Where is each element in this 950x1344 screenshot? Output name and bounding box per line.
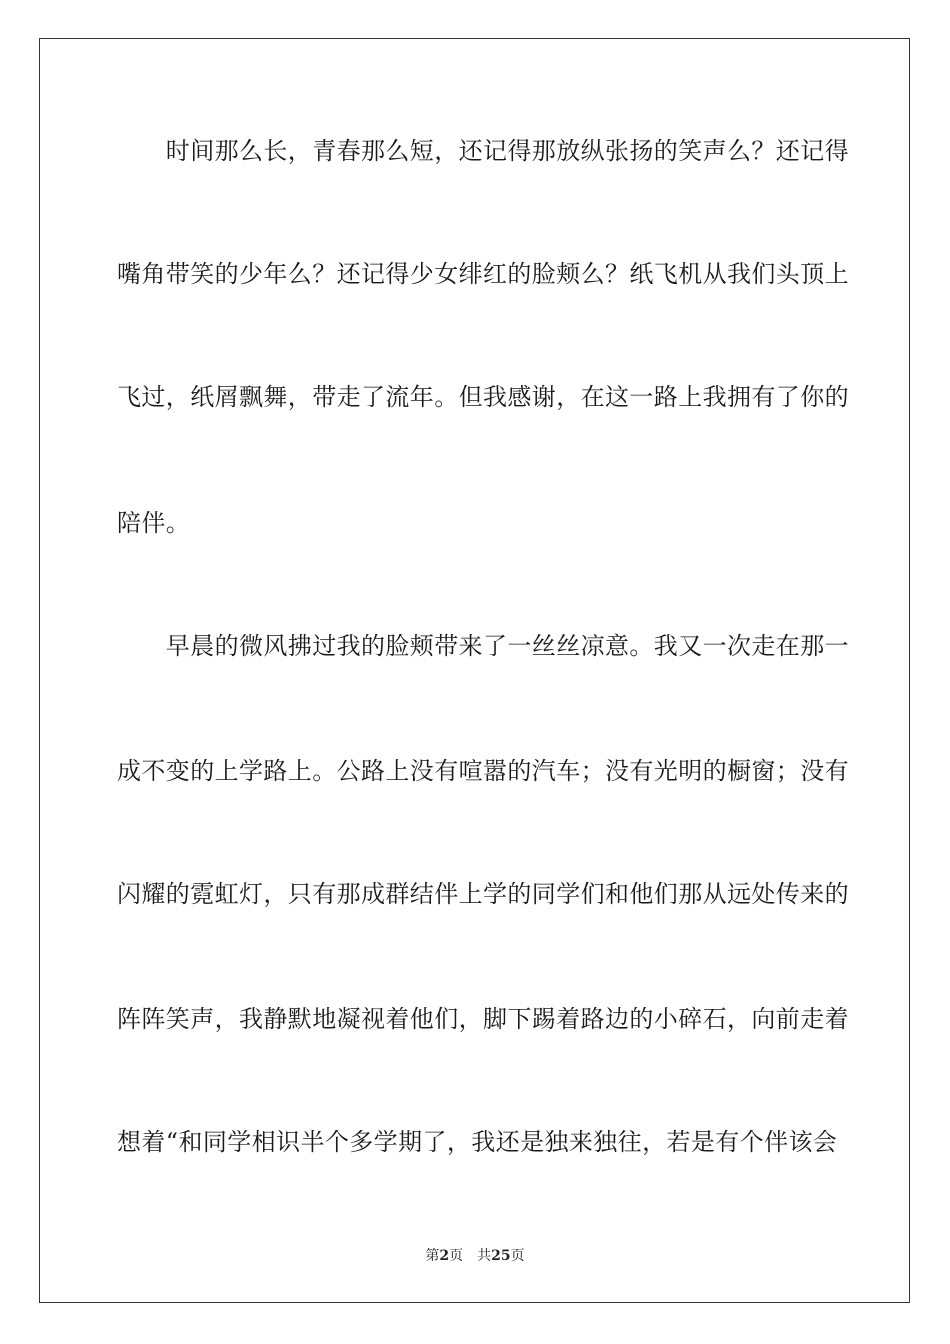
text-line-2: 嘴角带笑的少年么？还记得少女绯红的脸颊么？纸飞机从我们头顶上: [117, 260, 849, 288]
text-line-6: 成不变的上学路上。公路上没有喧嚣的汽车；没有光明的橱窗；没有: [117, 757, 849, 785]
total-suffix: 页: [510, 1248, 525, 1264]
text-line-9: 想着“和同学相识半个多学期了，我还是独来独往，若是有个伴该会: [117, 1128, 838, 1156]
text-line-4: 陪伴。: [117, 509, 191, 537]
text-line-8: 阵阵笑声，我静默地凝视着他们，脚下踢着路边的小碎石，向前走着: [117, 1005, 849, 1033]
page-border: [39, 38, 910, 1303]
page-number: 2: [439, 1248, 450, 1264]
text-line-7: 闪耀的霓虹灯，只有那成群结伴上学的同学们和他们那从远处传来的: [117, 880, 849, 908]
total-prefix: 共: [477, 1248, 492, 1264]
page-footer: [0, 1247, 950, 1265]
total-pages: 25: [491, 1248, 511, 1264]
text-line-1: 时间那么长，青春那么短，还记得那放纵张扬的笑声么？还记得: [117, 137, 849, 165]
text-line-3: 飞过，纸屑飘舞，带走了流年。但我感谢，在这一路上我拥有了你的: [117, 383, 849, 411]
text-line-5: 早晨的微风拂过我的脸颊带来了一丝丝凉意。我又一次走在那一: [117, 632, 849, 660]
page-suffix: 页: [449, 1248, 464, 1264]
page-prefix: 第: [425, 1248, 440, 1264]
